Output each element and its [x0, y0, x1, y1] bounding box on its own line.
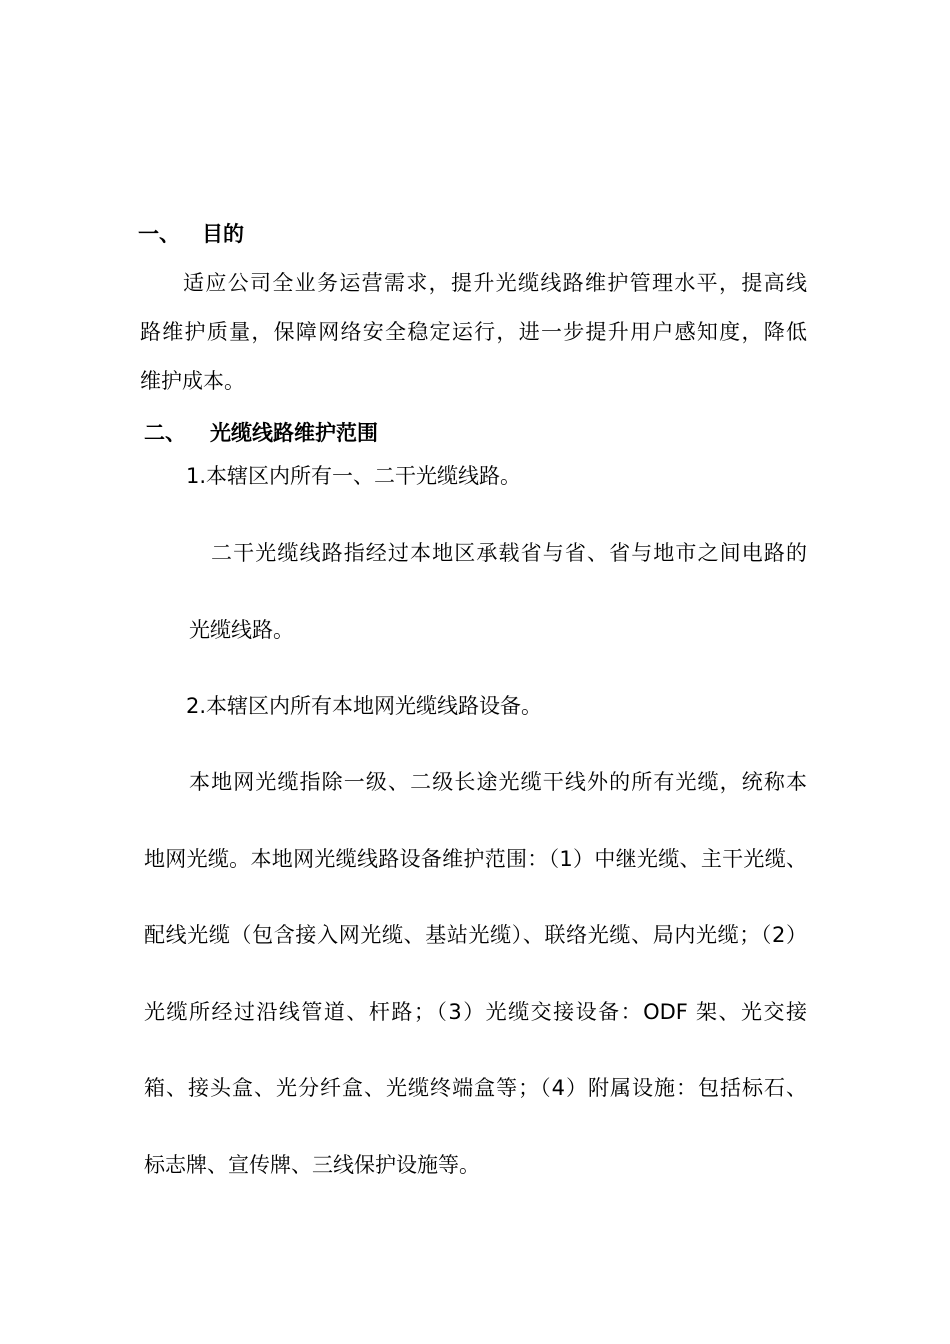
section-1-title: 目的	[202, 222, 244, 246]
section-2-line-5: 本地网光缆指除一级、二级长途光缆干线外的所有光缆，统称本	[189, 770, 807, 794]
section-1-line-3: 维护成本。	[140, 369, 245, 393]
section-2-line-4: 2.本辖区内所有本地网光缆线路设备。	[186, 694, 543, 718]
section-2-title: 光缆线路维护范围	[210, 421, 378, 445]
section-1-heading	[138, 220, 244, 248]
section-2-line-6: 地网光缆。本地网光缆线路设备维护范围：（1）中继光缆、主干光缆、	[144, 847, 807, 871]
section-2-number: 二、	[144, 421, 186, 445]
section-2-line-3: 光缆线路。	[189, 618, 294, 642]
section-2-line-9: 箱、接头盒、光分纤盒、光缆终端盒等；（4）附属设施：包括标石、	[144, 1076, 807, 1100]
section-1-line-1: 适应公司全业务运营需求，提升光缆线路维护管理水平，提高线	[183, 271, 807, 295]
section-1-line-2: 路维护质量，保障网络安全稳定运行，进一步提升用户感知度，降低	[140, 320, 807, 344]
section-1-number: 一、	[138, 222, 180, 246]
section-2-line-8: 光缆所经过沿线管道、杆路；（3）光缆交接设备：ODF 架、光交接	[144, 1000, 807, 1024]
section-2-heading	[144, 419, 378, 447]
section-2-line-2: 二干光缆线路指经过本地区承载省与省、省与地市之间电路的	[211, 541, 807, 565]
section-2-line-7: 配线光缆（包含接入网光缆、基站光缆）、联络光缆、局内光缆；（2）	[144, 923, 807, 947]
section-2-line-1: 1.本辖区内所有一、二干光缆线路。	[186, 464, 522, 488]
section-2-line-10: 标志牌、宣传牌、三线保护设施等。	[144, 1153, 480, 1177]
